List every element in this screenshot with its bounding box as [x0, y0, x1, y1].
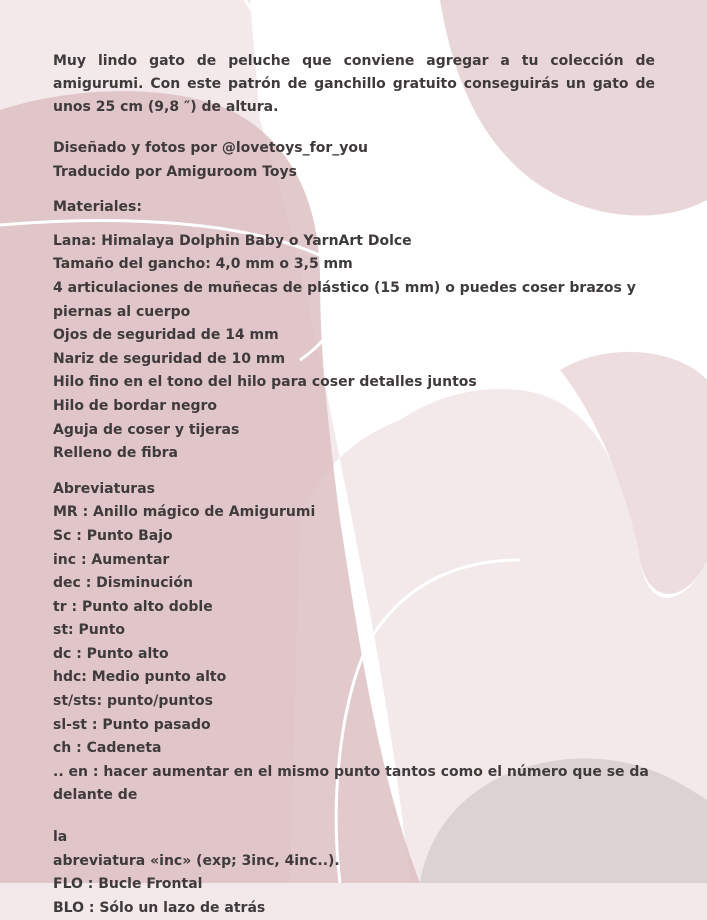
abbreviation-item: FLO : Bucle Frontal	[53, 876, 203, 893]
abbreviation-item: ch : Cadeneta	[53, 740, 162, 757]
abbreviation-item: BLO : Sólo un lazo de atrás	[53, 899, 266, 916]
intro-paragraph: Muy lindo gato de peluche que conviene agregar a tu colección de amigurumi. Con este patrón de ganchillo gratuito conseguirás un gato de unos 25 cm (9,8 ″) de altura.	[53, 53, 655, 115]
en-note-line: la	[53, 829, 68, 846]
abbreviation-item: dc : Punto alto	[53, 645, 169, 662]
abbreviation-item: tr : Punto alto doble	[53, 598, 213, 615]
abbreviation-item: st: Punto	[53, 622, 126, 639]
abbreviation-item: hdc: Medio punto alto	[53, 669, 227, 686]
en-note-line: .. en : hacer aumentar en el mismo punto tantos como el número que se da delante de	[53, 763, 649, 804]
material-item: Nariz de seguridad de 10 mm	[53, 350, 286, 367]
material-item: Hilo fino en el tono del hilo para coser detalles juntos	[53, 374, 477, 391]
material-item: Tamaño del gancho: 4,0 mm o 3,5 mm	[53, 256, 353, 273]
document-body	[53, 50, 655, 920]
abbreviation-item: dec : Disminución	[53, 575, 193, 592]
abbreviation-item: st/sts: punto/puntos	[53, 693, 213, 710]
en-note-line: abreviatura «inc» (exp; 3inc, 4inc..).	[53, 852, 340, 869]
abbreviations-heading: Abreviaturas	[53, 480, 155, 497]
material-item: Aguja de coser y tijeras	[53, 421, 240, 438]
credit-designer: Diseñado y fotos por @lovetoys_for_you	[53, 140, 368, 156]
material-item: 4 articulaciones de muñecas de plástico (15 mm) o puedes coser brazos y piernas al cuerpo	[53, 279, 636, 320]
material-item: Lana: Himalaya Dolphin Baby o YarnArt Dolce	[53, 232, 412, 249]
material-item: Ojos de seguridad de 14 mm	[53, 327, 279, 344]
abbreviation-item: MR : Anillo mágico de Amigurumi	[53, 504, 316, 521]
abbreviation-item: Sc : Punto Bajo	[53, 527, 173, 544]
abbreviation-item: sl-st : Punto pasado	[53, 716, 211, 733]
material-item: Relleno de fibra	[53, 445, 178, 462]
credit-translator: Traducido por Amiguroom Toys	[53, 163, 297, 180]
abbreviation-item: inc : Aumentar	[53, 551, 170, 568]
material-item: Hilo de bordar negro	[53, 397, 217, 414]
materials-heading: Materiales:	[53, 199, 142, 216]
